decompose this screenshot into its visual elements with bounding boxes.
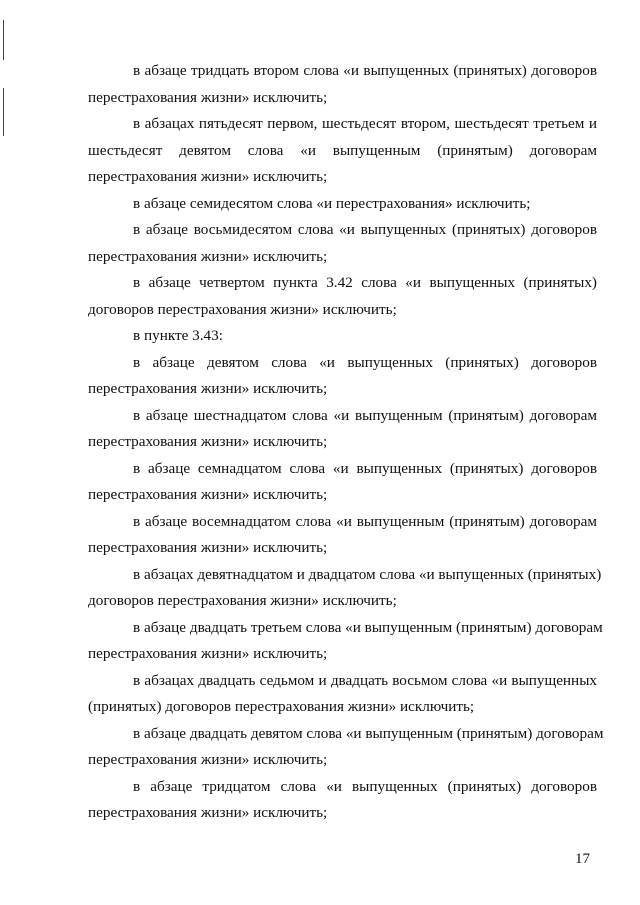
text-line: договоров перестрахования жизни» исключить; bbox=[88, 592, 397, 609]
paragraph bbox=[88, 270, 597, 323]
paragraph bbox=[88, 774, 597, 827]
text-line: перестрахования жизни» исключить; bbox=[88, 645, 328, 662]
text-line: перестрахования жизни» исключить; bbox=[88, 433, 328, 450]
paragraph bbox=[88, 350, 597, 403]
scan-margin-mark bbox=[3, 88, 4, 136]
text-line: перестрахования жизни» исключить; bbox=[88, 168, 328, 185]
text-line: в абзаце шестнадцатом слова «и выпущенным (принятым) договорам bbox=[133, 406, 597, 424]
paragraph bbox=[88, 721, 604, 774]
paragraph bbox=[88, 217, 597, 270]
text-line: перестрахования жизни» исключить; bbox=[88, 88, 328, 106]
text-line: в абзаце тридцать втором слова «и выпущенных (принятых) договоров bbox=[133, 62, 597, 79]
text-line: шестьдесят девятом слова «и выпущенным (принятым) договорам bbox=[88, 141, 597, 159]
paragraph bbox=[88, 403, 597, 456]
text-line: в абзацах пятьдесят первом, шестьдесят втором, шестьдесят третьем и bbox=[133, 115, 597, 132]
text-line: в абзаце восемнадцатом слова «и выпущенным (принятым) договорам bbox=[133, 512, 597, 530]
text-line: в абзацах двадцать седьмом и двадцать восьмом слова «и выпущенных bbox=[133, 671, 597, 689]
text-line: (принятых) договоров перестрахования жизни» исключить; bbox=[88, 698, 475, 715]
text-line: в абзаце семидесятом слова «и перестрахования» исключить; bbox=[133, 194, 531, 212]
paragraph bbox=[88, 111, 597, 191]
text-line: в абзаце четвертом пункта 3.42 слова «и выпущенных (принятых) bbox=[133, 274, 597, 291]
text-line: перестрахования жизни» исключить; bbox=[88, 804, 328, 821]
page-number: 17 bbox=[575, 851, 590, 867]
paragraph bbox=[88, 562, 602, 615]
text-line: в пункте 3.43: bbox=[133, 327, 223, 344]
paragraph bbox=[88, 668, 597, 721]
text-line: перестрахования жизни» исключить; bbox=[88, 247, 328, 265]
text-line: в абзаце девятом слова «и выпущенных (принятых) договоров bbox=[133, 353, 597, 371]
paragraph bbox=[88, 58, 597, 111]
text-line: в абзаце тридцатом слова «и выпущенных (принятых) договоров bbox=[133, 777, 597, 795]
text-line: в абзаце семнадцатом слова «и выпущенных (принятых) договоров bbox=[133, 459, 597, 477]
paragraph bbox=[88, 323, 597, 350]
text-line: перестрахования жизни» исключить; bbox=[88, 380, 328, 397]
paragraph bbox=[88, 615, 603, 668]
text-line: в абзаце двадцать девятом слова «и выпущенным (принятым) договорам bbox=[133, 724, 604, 742]
text-line: перестрахования жизни» исключить; bbox=[88, 486, 328, 503]
document-body bbox=[88, 58, 604, 827]
paragraph bbox=[88, 191, 597, 218]
text-line: перестрахования жизни» исключить; bbox=[88, 539, 328, 556]
scan-margin-mark bbox=[3, 20, 4, 60]
paragraph bbox=[88, 509, 597, 562]
text-line: перестрахования жизни» исключить; bbox=[88, 751, 328, 768]
text-line: в абзаце двадцать третьем слова «и выпущенным (принятым) договорам bbox=[133, 618, 603, 636]
paragraph bbox=[88, 456, 597, 509]
text-line: в абзаце восьмидесятом слова «и выпущенных (принятых) договоров bbox=[133, 221, 597, 238]
text-line: в абзацах девятнадцатом и двадцатом слова «и выпущенных (принятых) bbox=[133, 565, 602, 583]
text-line: договоров перестрахования жизни» исключить; bbox=[88, 300, 397, 318]
